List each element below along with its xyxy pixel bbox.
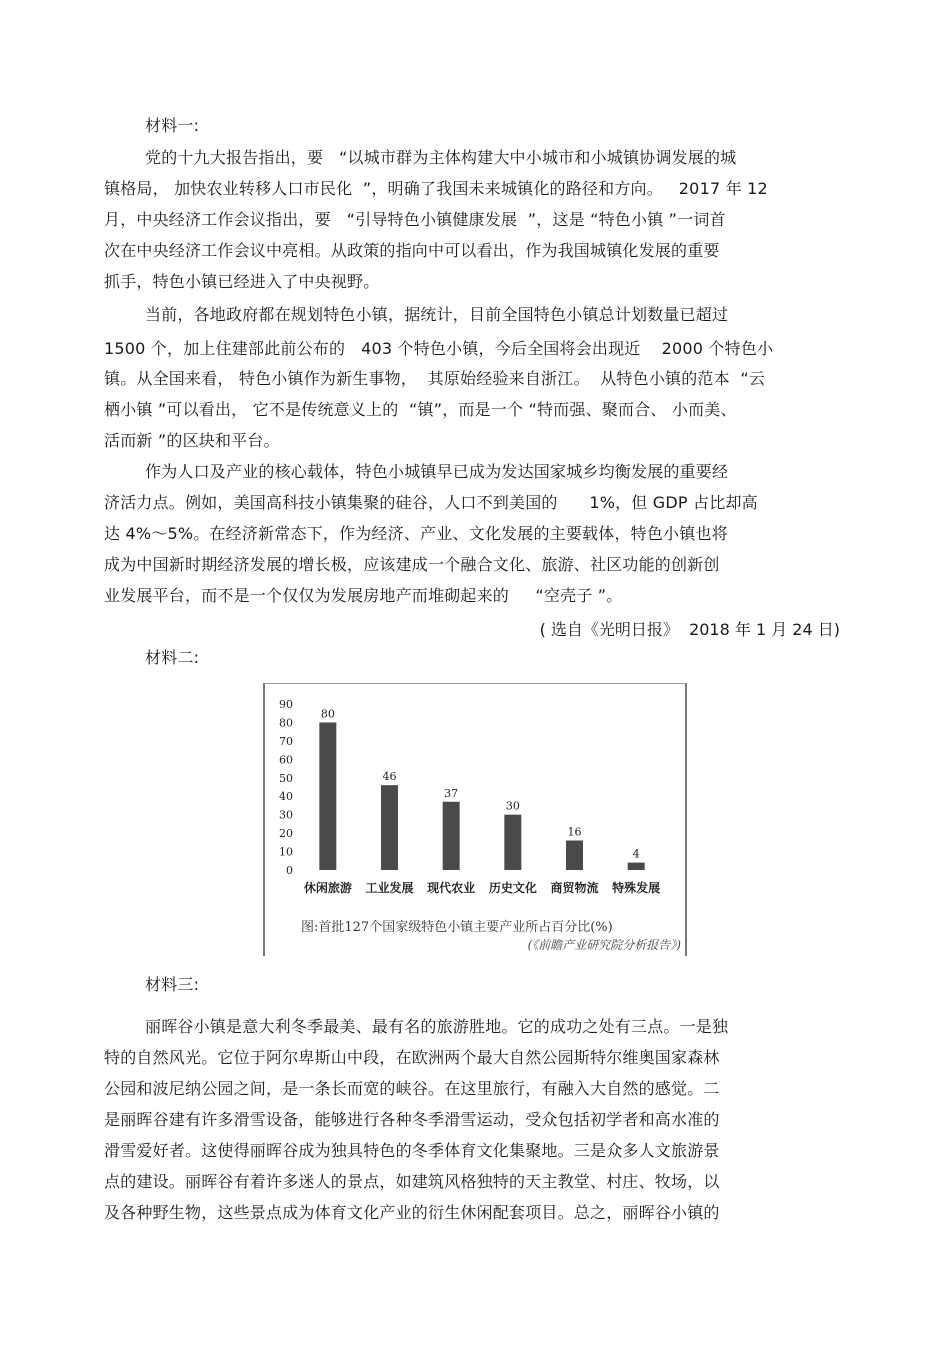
y-tick-label: 40 <box>279 790 293 804</box>
data-label: 16 <box>567 825 582 839</box>
paragraph-line: 滑雪爱好者。这使得丽晖谷成为独具特色的冬季体育文化集聚地。三是众多人文旅游景 <box>104 1141 720 1160</box>
data-label: 46 <box>382 770 397 784</box>
material1-heading: 材料一: <box>145 116 200 135</box>
bar-chart-figure <box>263 683 687 956</box>
y-tick-label: 60 <box>279 753 293 767</box>
y-tick-label: 30 <box>279 808 293 822</box>
paragraph-line: 活而新 ”的区块和平台。 <box>104 431 280 450</box>
paragraph-line: 是丽晖谷建有许多滑雪设备，能够进行各种冬季滑雪运动，受众包括初学者和高水准的 <box>104 1110 720 1129</box>
y-tick-label: 80 <box>279 716 293 730</box>
paragraph-line: 丽晖谷小镇是意大利冬季最美、最有名的旅游胜地。它的成功之处有三点。一是独 <box>145 1017 729 1036</box>
paragraph-line: 及各种野生物，这些景点成为体育文化产业的衍生休闲配套项目。总之，丽晖谷小镇的 <box>104 1203 720 1222</box>
x-tick-label: 特殊发展 <box>612 881 661 895</box>
source-citation: ( 选自《光明日报》 2018 年 1 月 24 日) <box>539 620 840 639</box>
bar <box>504 815 521 870</box>
chart-caption: 图:首批127个国家级特色小镇主要产业所占百分比(%) <box>301 920 613 935</box>
paragraph-line: 达 4%～5%。在经济新常态下，作为经济、产业、文化发展的主要载体，特色小镇也将 <box>104 524 728 543</box>
y-tick-label: 50 <box>279 771 293 785</box>
x-tick-label: 商贸物流 <box>550 881 599 895</box>
paragraph-line: 作为人口及产业的核心载体，特色小城镇早已成为发达国家城乡均衡发展的重要经 <box>145 462 729 481</box>
paragraph-line: 抓手，特色小镇已经进入了中央视野。 <box>104 272 380 291</box>
data-label: 4 <box>632 847 640 861</box>
data-label: 37 <box>444 786 459 800</box>
paragraph-line: 济活力点。例如，美国高科技小镇集聚的硅谷，人口不到美国的 1%，但 GDP 占比却高 <box>104 493 758 512</box>
y-tick-label: 70 <box>279 734 293 748</box>
paragraph-line: 成为中国新时期经济发展的增长极，应该建成一个融合文化、旅游、社区功能的创新创 <box>104 555 720 574</box>
bar <box>319 722 336 870</box>
bar <box>628 863 645 870</box>
bar-chart <box>265 684 685 914</box>
y-tick-label: 90 <box>279 698 293 711</box>
paragraph-line: 镇格局， 加快农业转移人口市民化 ”，明确了我国未来城镇化的路径和方向。 2017 年 12 <box>104 179 768 198</box>
paragraph-line: 当前，各地政府都在规划特色小镇，据统计，目前全国特色小镇总计划数量已超过 <box>145 305 729 324</box>
bar <box>443 802 460 870</box>
x-tick-label: 历史文化 <box>488 881 537 895</box>
x-tick-label: 休闲旅游 <box>303 881 352 895</box>
material2-heading: 材料二: <box>145 648 200 667</box>
bar <box>381 785 398 870</box>
y-tick-label: 0 <box>286 864 293 877</box>
data-label: 30 <box>505 799 520 813</box>
y-tick-label: 20 <box>279 827 293 841</box>
x-tick-label: 工业发展 <box>365 881 414 895</box>
paragraph-line: 1500 个，加上住建部此前公布的 403 个特色小镇，今后全国将会出现近 2000 个特色小 <box>104 339 774 358</box>
paragraph-line: 党的十九大报告指出，要 “以城市群为主体构建大中小城市和小城镇协调发展的城 <box>145 148 737 167</box>
x-tick-label: 现代农业 <box>427 881 476 895</box>
chart-caption-source: (《前瞻产业研究院分析报告》) <box>527 938 681 952</box>
material3-heading: 材料三: <box>145 975 200 994</box>
paragraph-line: 月，中央经济工作会议指出，要 “引导特色小镇健康发展 ”，这是 “特色小镇 ”一词首 <box>104 210 726 229</box>
paragraph-line: 镇。从全国来看， 特色小镇作为新生事物， 其原始经验来自浙江。 从特色小镇的范本 “云 <box>104 369 766 388</box>
paragraph-line: 公园和波尼纳公园之间，是一条长而宽的峡谷。在这里旅行，有融入大自然的感觉。二 <box>104 1079 720 1098</box>
paragraph-line: 次在中央经济工作会议中亮相。从政策的指向中可以看出，作为我国城镇化发展的重要 <box>104 241 720 260</box>
y-tick-label: 10 <box>279 845 293 859</box>
data-label: 80 <box>320 707 335 721</box>
bar <box>566 840 583 870</box>
paragraph-line: 栖小镇 ”可以看出， 它不是传统意义上的 “镇”，而是一个 “特而强、聚而合、 小而美、 <box>104 400 737 419</box>
paragraph-line: 点的建设。丽晖谷有着许多迷人的景点，如建筑风格独特的天主教堂、村庄、牧场，以 <box>104 1172 720 1191</box>
paragraph-line: 业发展平台，而不是一个仅仅为发展房地产而堆砌起来的 “空壳子 ”。 <box>104 586 623 605</box>
paragraph-line: 特的自然风光。它位于阿尔卑斯山中段，在欧洲两个最大自然公园斯特尔维奥国家森林 <box>104 1048 720 1067</box>
